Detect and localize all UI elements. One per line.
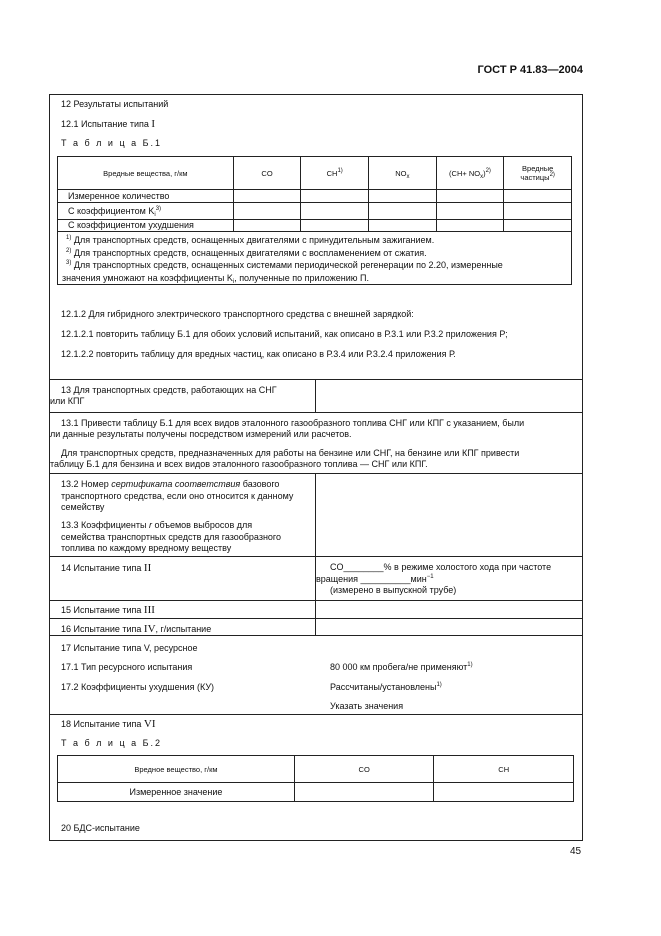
para-17-2: 17.2 Коэффициенты ухудшения (КУ) bbox=[61, 682, 215, 692]
table-cell bbox=[233, 220, 301, 232]
page-number: 45 bbox=[570, 846, 582, 857]
table-b1-col-co: CO bbox=[233, 157, 301, 190]
table-b2-col-ch: CH bbox=[434, 756, 574, 783]
divider bbox=[50, 473, 583, 474]
para-13-3: 13.3 Коэффициенты r объемов выбросов для семейства транспортных средств для газообразного топлива по каждому вредному веществу bbox=[61, 520, 282, 553]
table-b1-notes bbox=[58, 232, 572, 285]
divider bbox=[50, 600, 583, 601]
table-row bbox=[58, 783, 574, 802]
table-b1-caption: Т а б л и ц а Б.1 bbox=[61, 138, 163, 148]
table-cell bbox=[301, 220, 369, 232]
table-b1-note-3-cont: значения умножают на коэффициенты $K_i$, полученные по приложению П. bbox=[62, 272, 370, 285]
table-row bbox=[58, 190, 572, 203]
para-17-1: 17.1 Тип ресурсного испытания bbox=[61, 662, 193, 672]
table-b1-note-2: $^{2)}$ Для транспортных средств, оснащенных двигателями с воспламенением от сжатия. bbox=[66, 247, 427, 258]
table-cell bbox=[369, 220, 437, 232]
table-cell bbox=[369, 203, 437, 220]
section-12-1-title: 12.1 Испытание типа I bbox=[61, 118, 156, 130]
table-row bbox=[58, 220, 572, 232]
table-cell bbox=[436, 203, 504, 220]
table-b1-row-measured: Измеренное количество bbox=[58, 190, 234, 203]
table-b1-col-ch: CH$^{1)}$ bbox=[301, 157, 369, 190]
table-b2-col-substance: Вредное вещество, г/км bbox=[58, 756, 295, 783]
table-cell bbox=[504, 220, 572, 232]
para-13-2: 13.2 Номер сертификата соответствия базового транспортного средства, если оно относится к данному семейству bbox=[61, 479, 294, 512]
divider bbox=[50, 379, 583, 380]
table-b1-col-ch-nox: $(CH+ NO_x)^{2)}$ bbox=[436, 157, 504, 190]
table-b1-row-ki: С коэффициентом $K_i^{3)}$ bbox=[58, 203, 234, 220]
para-13-1: 13.1 Привести таблицу Б.1 для всех видов эталонного газообразного топлива СНГ или КПГ с указанием, были ли данные результаты получены посредством измерений или расчетов. bbox=[50, 418, 525, 439]
table-cell bbox=[436, 190, 504, 203]
table-b1-col-particles: Вредные частицы$^{2)}$ bbox=[504, 157, 572, 190]
table-b2-row-measured: Измеренное значение bbox=[58, 783, 295, 802]
section-13-title: 13 Для транспортных средств, работающих на СНГ или КПГ bbox=[50, 385, 277, 406]
table-b2 bbox=[57, 755, 574, 802]
table-cell bbox=[369, 190, 437, 203]
section-14-idle-co: CO________% в режиме холостого хода при частоте вращения __________мин$^{-1}$ (измерено в выпускной трубе) bbox=[316, 562, 552, 595]
table-b1-header-row bbox=[58, 157, 572, 190]
table-cell bbox=[436, 220, 504, 232]
table-cell bbox=[301, 203, 369, 220]
table-b1-notes-row bbox=[58, 232, 572, 285]
divider bbox=[50, 412, 583, 413]
table-cell bbox=[294, 783, 434, 802]
column-divider bbox=[315, 379, 316, 412]
document-id: ГОСТ Р 41.83—2004 bbox=[477, 64, 583, 76]
table-b1-note-1: $^{1)}$ Для транспортных средств, оснащенных двигателями с принудительным зажиганием. bbox=[66, 235, 435, 245]
table-b1-row-deterioration: С коэффициентом ухудшения bbox=[58, 220, 234, 232]
section-17-title: 17 Испытание типа V, ресурсное bbox=[61, 643, 198, 653]
section-15-title: 15 Испытание типа III bbox=[61, 604, 155, 616]
table-b1 bbox=[57, 156, 572, 285]
table-cell bbox=[504, 190, 572, 203]
resource-test-type-value: 80 000 км пробега/не применяют$^{1)}$ bbox=[330, 662, 473, 672]
table-cell bbox=[233, 190, 301, 203]
section-20-title: 20 БДС-испытание bbox=[61, 823, 140, 833]
specify-values: Указать значения bbox=[330, 701, 404, 711]
section-14-title: 14 Испытание типа II bbox=[61, 562, 152, 574]
deterioration-factors-value: Рассчитаны/установлены$^{1)}$ bbox=[330, 682, 442, 692]
divider bbox=[50, 635, 583, 636]
section-12-title: 12 Результаты испытаний bbox=[61, 99, 169, 109]
table-b1-note-3: $^{3)}$ Для транспортных средств, оснащенных системами периодической регенерации по 2.20, измеренные bbox=[66, 260, 503, 270]
table-cell bbox=[301, 190, 369, 203]
table-cell bbox=[233, 203, 301, 220]
table-cell bbox=[504, 203, 572, 220]
table-b2-caption: Т а б л и ц а Б.2 bbox=[61, 738, 163, 748]
form-frame bbox=[49, 94, 583, 841]
section-18-title: 18 Испытание типа VI bbox=[61, 718, 156, 730]
divider bbox=[50, 556, 583, 557]
section-16-title: 16 Испытание типа IV, г/испытание bbox=[61, 623, 212, 635]
table-cell bbox=[434, 783, 574, 802]
table-b2-header-row bbox=[58, 756, 574, 783]
para-12-1-2: 12.1.2 Для гибридного электрического транспортного средства с внешней зарядкой: bbox=[61, 309, 414, 319]
divider bbox=[50, 714, 583, 715]
column-divider bbox=[315, 473, 316, 556]
divider bbox=[50, 618, 583, 619]
column-divider bbox=[315, 556, 316, 635]
table-row bbox=[58, 203, 572, 220]
para-13-multifuel: Для транспортных средств, предназначенных для работы на бензине или СНГ, на бензине или КПГ привести таблицу Б.1 для бензина и всех видов эталонного газообразного топлива — СНГ или КПГ. bbox=[50, 448, 520, 469]
table-b1-col-substances: Вредные вещества, г/км bbox=[58, 157, 234, 190]
table-b2-col-co: CO bbox=[294, 756, 434, 783]
para-12-1-2-2: 12.1.2.2 повторить таблицу для вредных частиц, как описано в Р.3.4 или Р.3.2.4 приложения Р. bbox=[61, 349, 456, 359]
table-b1-col-nox: $NO_x$ bbox=[369, 157, 437, 190]
para-12-1-2-1: 12.1.2.1 повторить таблицу Б.1 для обоих условий испытаний, как описано в Р.3.1 или Р.3.2 приложения Р; bbox=[61, 329, 508, 339]
